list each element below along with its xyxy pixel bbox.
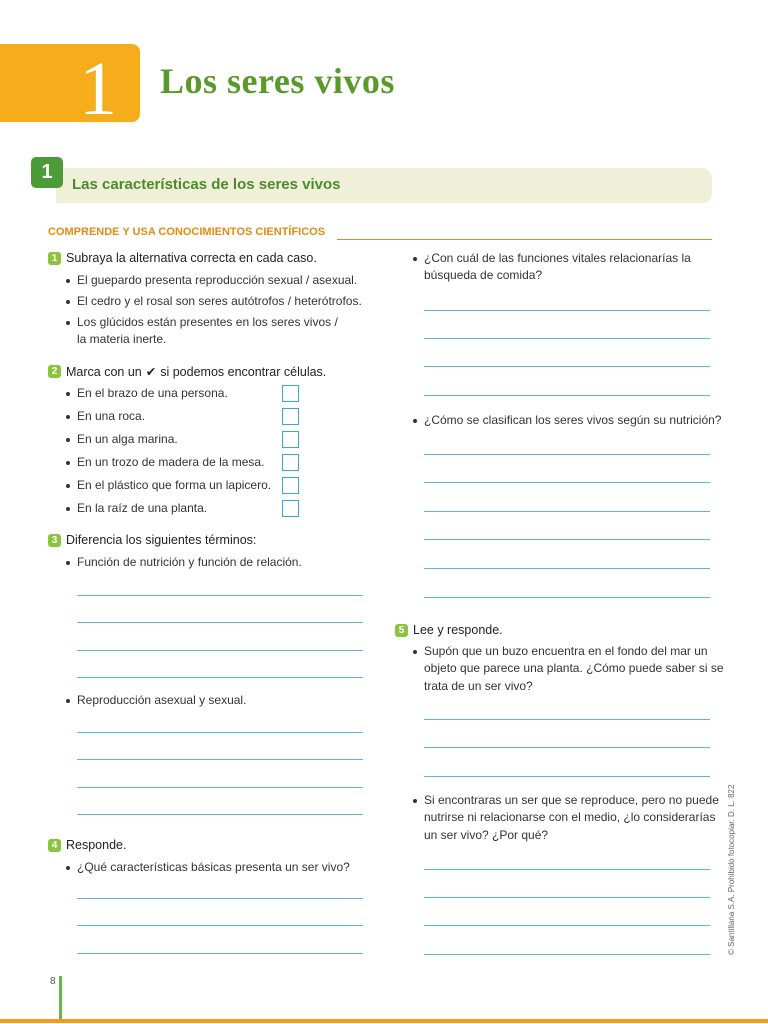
exercise-instruction: Marca con un	[66, 364, 142, 379]
exercise-2-title	[48, 364, 326, 379]
bullet-item: En un trozo de madera de la mesa.	[66, 454, 264, 471]
bullet-continuation[interactable]: la materia inerte.	[77, 332, 167, 346]
answer-line[interactable]	[77, 925, 363, 926]
exercise-instruction: Responde.	[66, 838, 127, 852]
bullet-item: En la raíz de una planta.	[66, 500, 207, 517]
bullet-item[interactable]: El cedro y el rosal son seres autótrofos / heterótrofos.	[66, 293, 362, 310]
bullet-item: En una roca.	[66, 408, 145, 425]
bullet-item: ¿Cómo se clasifican los seres vivos según su nutrición?	[413, 412, 721, 429]
answer-checkbox[interactable]	[282, 454, 299, 471]
section-number-badge: 1	[31, 157, 63, 188]
copyright-notice: © Santillana S.A. Prohibido fotocopiar. D. L. 822	[727, 784, 736, 955]
bullet-continuation: objeto que parece una planta. ¿Cómo puede saber si se	[424, 661, 724, 675]
exercise-number-badge: 5	[395, 624, 408, 637]
check-mark-icon: ✔	[145, 365, 157, 379]
answer-line[interactable]	[77, 759, 363, 760]
answer-line[interactable]	[77, 898, 363, 899]
bullet-continuation: nutrirse ni relacionarse con el medio, ¿lo considerarías	[424, 810, 716, 824]
answer-line[interactable]	[424, 511, 710, 512]
answer-line[interactable]	[424, 719, 710, 720]
answer-checkbox[interactable]	[282, 385, 299, 402]
exercise-4-title	[48, 838, 126, 852]
answer-line[interactable]	[424, 539, 710, 540]
bullet-continuation: trata de un ser vivo?	[424, 679, 533, 693]
exercise-number-badge: 3	[48, 534, 61, 547]
answer-line[interactable]	[77, 677, 363, 678]
bullet-item: En el plástico que forma un lapicero.	[66, 477, 271, 494]
answer-line[interactable]	[424, 454, 710, 455]
answer-line[interactable]	[77, 814, 363, 815]
bullet-continuation: búsqueda de comida?	[424, 268, 543, 282]
exercise-number-badge: 2	[48, 365, 61, 378]
answer-line[interactable]	[424, 568, 710, 569]
bullet-item: Si encontraras un ser que se reproduce, pero no puede	[413, 792, 719, 809]
bullet-continuation: un ser vivo? ¿Por qué?	[424, 828, 549, 842]
bullet-item: Función de nutrición y función de relación.	[66, 554, 302, 571]
exercise-5-title	[395, 623, 503, 637]
answer-line[interactable]	[424, 925, 710, 926]
unit-number: 1	[79, 47, 117, 131]
answer-line[interactable]	[424, 310, 710, 311]
exercise-number-badge: 4	[48, 839, 61, 852]
footer-vertical-bar	[59, 976, 62, 1020]
answer-line[interactable]	[424, 482, 710, 483]
answer-checkbox[interactable]	[282, 431, 299, 448]
answer-checkbox[interactable]	[282, 408, 299, 425]
exercise-instruction: Diferencia los siguientes términos:	[66, 533, 257, 547]
answer-line[interactable]	[424, 954, 710, 955]
exercise-3-title	[48, 533, 256, 547]
answer-line[interactable]	[424, 897, 710, 898]
exercise-instruction: si podemos encontrar células.	[160, 364, 327, 379]
bullet-item[interactable]: El guepardo presenta reproducción sexual / asexual.	[66, 272, 357, 289]
section-title: Las características de los seres vivos	[72, 176, 341, 193]
footer-line	[0, 1019, 768, 1023]
exercise-instruction: Lee y responde.	[413, 623, 503, 637]
answer-line[interactable]	[77, 622, 363, 623]
bullet-item: ¿Qué características básicas presenta un ser vivo?	[66, 859, 350, 876]
bullet-item: Supón que un buzo encuentra en el fondo del mar un	[413, 643, 708, 660]
exercise-1-title	[48, 251, 317, 265]
answer-line[interactable]	[424, 747, 710, 748]
bullet-item[interactable]: Los glúcidos están presentes en los seres vivos /	[66, 314, 338, 331]
answer-line[interactable]	[424, 366, 710, 367]
bullet-item: Reproducción asexual y sexual.	[66, 692, 246, 709]
answer-line[interactable]	[77, 953, 363, 954]
answer-line[interactable]	[424, 395, 710, 396]
heading-rule	[337, 239, 712, 240]
answer-checkbox[interactable]	[282, 477, 299, 494]
page-number: 8	[50, 976, 56, 987]
answer-line[interactable]	[77, 732, 363, 733]
answer-line[interactable]	[424, 597, 710, 598]
answer-line[interactable]	[77, 595, 363, 596]
answer-line[interactable]	[424, 338, 710, 339]
bullet-item: En un alga marina.	[66, 431, 178, 448]
exercise-number-badge: 1	[48, 252, 61, 265]
skills-heading: COMPRENDE Y USA CONOCIMIENTOS CIENTÍFICOS	[48, 226, 326, 238]
bullet-item: ¿Con cuál de las funciones vitales relacionarías la	[413, 250, 691, 267]
answer-line[interactable]	[424, 776, 710, 777]
answer-line[interactable]	[77, 787, 363, 788]
answer-checkbox[interactable]	[282, 500, 299, 517]
exercise-instruction: Subraya la alternativa correcta en cada caso.	[66, 251, 317, 265]
answer-line[interactable]	[77, 650, 363, 651]
unit-title: Los seres vivos	[160, 61, 395, 101]
answer-line[interactable]	[424, 869, 710, 870]
bullet-item: En el brazo de una persona.	[66, 385, 228, 402]
